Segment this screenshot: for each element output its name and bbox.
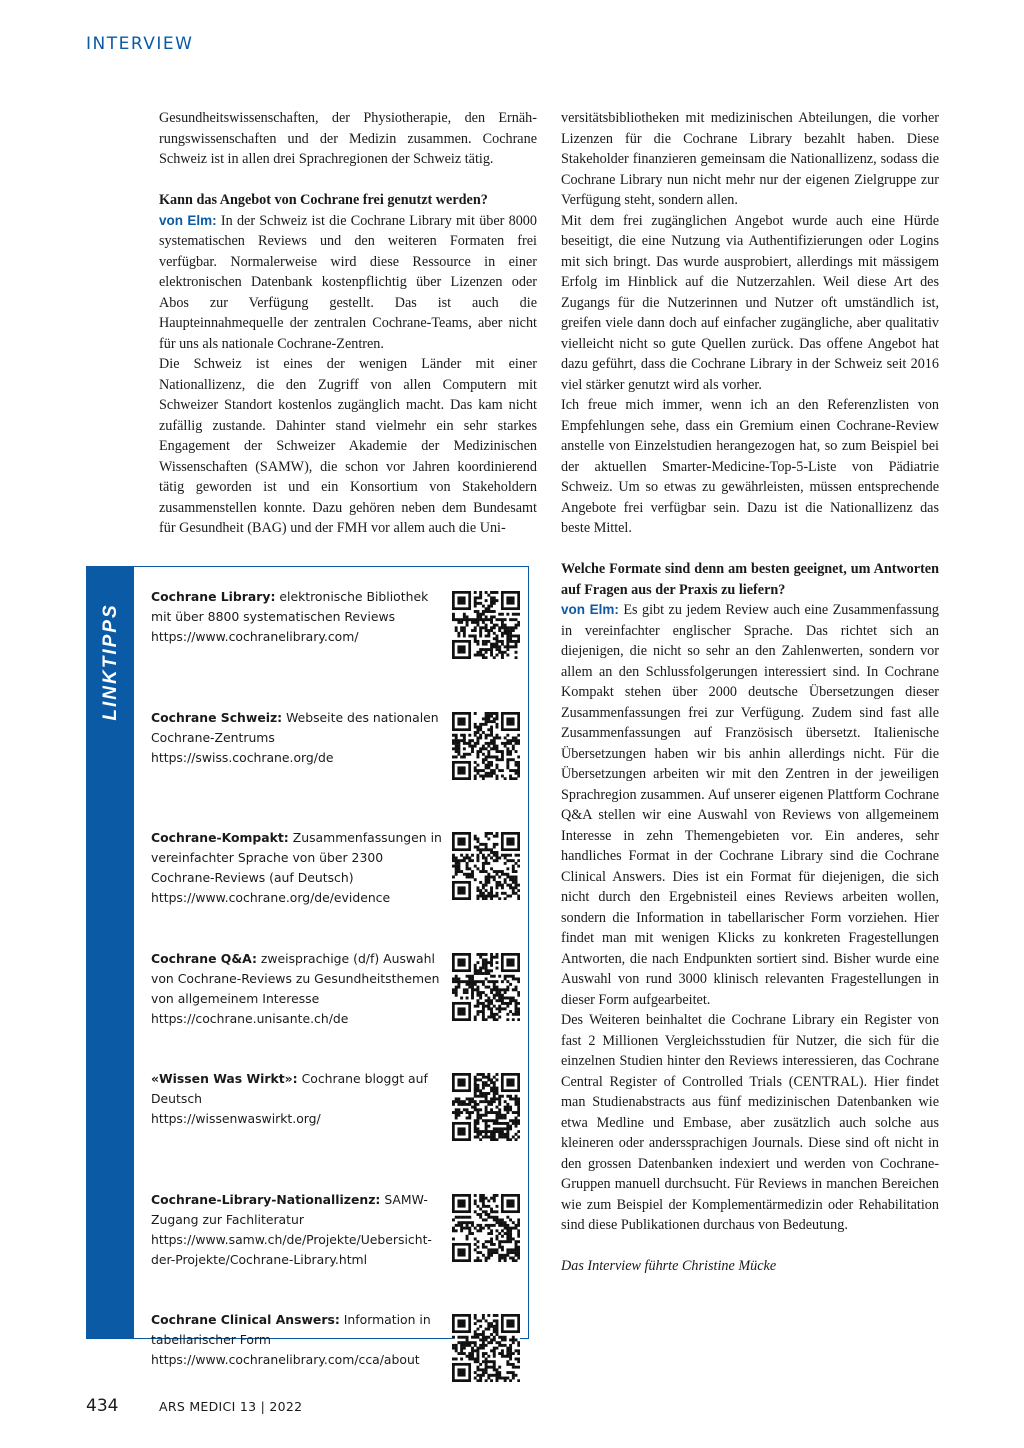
- qr-code-icon[interactable]: [452, 591, 520, 659]
- answer-text: In der Schweiz ist die Cochrane Library mit über 8000 systematischen Reviews und den weiteren Formaten frei verfügbar. Normalerweise wird diese Ressource in einer elektronischen Datenbank kostenpflichtig über Lizenzen oder Abos zur Verfügung gestellt. Das ist auch die Haupteinnahmequelle der zentralen Cochrane-Teams, aber nicht für uns als nationale Cochrane-Zentren.: [159, 212, 537, 352]
- linktip-url[interactable]: https://cochrane.unisante.ch/de: [151, 1010, 349, 1026]
- linktipps-box: [86, 566, 529, 1367]
- interview-credit: Das Interview führte Christine Mücke: [561, 1258, 777, 1274]
- interview-answer: [561, 600, 939, 1010]
- linktipps-title: LINKTIPPS: [99, 603, 121, 721]
- answer-text: Es gibt zu jedem Review auch eine Zusammenfassung in vereinfachter englischer Sprache. Das richtet sich an diejenigen, die nicht so sehr an den Zahlenwerten, sondern vor allem an den Schlussfolgerungen interessiert sind. In Cochrane Kompakt stehen über 2000 deutsche Übersetzungen dieser Zusammenfassungen frei zur Verfügung. Zudem sind fast alle Zusammenfassungen auf Französisch übersetzt. Italienische Übersetzungen haben wir bis anhin allerdings nicht. Für die Übersetzungen arbeiten wir mit den Zentren in der jeweiligen Sprachregion zusammen. Auf unserer eigenen Plattform Cochrane Q&A stellen wir eine Auswahl von Reviews von allgemeinem Interesse in zehn Themengebieten vor. Ein anderes, sehr handliches Format in der Cochrane Library sind die Cochrane Clinical Answers. Dies ist ein Format für diejenigen, die sich nicht durch den Ergebnisteil eines Reviews arbeiten wollen, sondern die Information in tabellarischer Form vorziehen. Hier findet man mit wenigen Klicks zu konkreten Fragestellungen Antworten, die nach Endpunkten sortiert sind. Bisher wurde eine Auswahl von rund 3000 klinisch relevanten Fragestellungen in dieser Form aufgearbeitet.: [561, 602, 939, 1008]
- linktip-url[interactable]: https://wissenwaswirkt.org/: [151, 1111, 321, 1126]
- paragraph: Die Schweiz ist eines der wenigen Länder mit einer Nationallizenz, die den Zugriff von allen Computern mit Schweizer Standort kostenlos zugänglich macht. Das kam nicht zufällig zustande. Dahinter stand vielmehr ein sehr starkes Engagement der Schweizer Akademie der Medizinischen Wissenschaften (SAMW), die schon vor Jahren koordinierend tätig geworden ist und ein Konsortium von Stakeholdern zusammenstellen konnte. Dazu gehören neben dem Bundesamt für Gesundheit (BAG) und der FMH vor allem auch die Uni-: [159, 356, 537, 536]
- qr-code-icon[interactable]: [452, 1194, 520, 1262]
- linktip-description: elektronische Bibliothek mit über 8800 systematischen Reviews: [151, 589, 429, 624]
- interview-question: Welche Formate sind denn am besten geeignet, um Antworten auf Fragen aus der Praxis zu liefern?: [561, 561, 939, 598]
- paragraph: versitätsbibliotheken mit medizinischen Abteilungen, die vorher Lizenzen für die Cochrane Library bezahlt haben. Diese Stakeholder finanzieren gemeinsam die Nationallizenz, sodass die Cochrane Library nun nicht mehr nur der eigenen Zielgruppe zur Verfügung steht, sondern allen.: [561, 110, 939, 208]
- linktip-item: [151, 587, 443, 647]
- paragraph: Des Weiteren beinhaltet die Cochrane Library ein Register von fast 2 Millionen Vergleichsstudien für Nutzer, die sich für die einzelnen Studien hinter den Reviews interessieren, das Cochrane Central Register of Controlled Trials (CENTRAL). Hier findet man Studienabstracts aus fünf medizinischen Datenbanken wie etwa Medline und Embase, aber zusätzlich auch solche aus kleineren oder anderssprachigen Journals. Diese sind oft nicht in den grossen Datenbanken indexiert und werden von Cochrane-Gruppen manuell durchsucht. Für Reviews in manchen Bereichen wie zum Beispiel der Komplementärmedizin oder Rehabilitation sind diese Publikationen durchaus von Bedeutung.: [561, 1012, 939, 1233]
- qr-code-icon[interactable]: [452, 832, 520, 900]
- linktip-url[interactable]: https://www.samw.ch/de/Projekte/Uebersicht-der-Projekte/Cochrane-Library.html: [151, 1231, 432, 1267]
- linktip-description: Cochrane bloggt auf Deutsch: [151, 1071, 428, 1106]
- linktip-description: Zusammenfassungen in vereinfachter Sprache von über 2300 Cochrane-Reviews (auf Deutsch): [151, 830, 442, 885]
- page-number: 434: [86, 1396, 119, 1416]
- qr-code-icon[interactable]: [452, 712, 520, 780]
- linktip-item: [151, 949, 443, 1029]
- linktip-name: Cochrane Clinical Answers:: [151, 1312, 340, 1327]
- linktip-item: [151, 1310, 443, 1370]
- section-label: INTERVIEW: [86, 34, 194, 54]
- linktip-description: Webseite des nationalen Cochrane-Zentrums: [151, 709, 439, 745]
- linktip-url[interactable]: https://www.cochranelibrary.com/cca/about: [151, 1352, 420, 1367]
- linktip-name: «Wissen Was Wirkt»:: [151, 1071, 298, 1086]
- qr-code-icon[interactable]: [452, 953, 520, 1021]
- speaker-name: von Elm:: [159, 212, 217, 228]
- linktip-name: Cochrane-Library-Nationallizenz:: [151, 1191, 381, 1207]
- linktip-description: Information in tabellarischer Form: [151, 1312, 431, 1347]
- paragraph: Ich freue mich immer, wenn ich an den Referenzlisten von Empfehlungen sehe, dass ein Gremium einen Cochrane-Review anstelle von Einzelstudien herangezogen hat, so zum Beispiel bei der aktuellen Smarter-Medicine-Top-5-Liste von Pädiatrie Schweiz. Um so etwas zu gewährleisten, müssen entsprechende Angebote frei verfügbar sein. Dazu ist die Nationallizenz das beste Mittel.: [561, 397, 939, 536]
- linktip-name: Cochrane Q&A:: [151, 950, 257, 966]
- article-column-left: [159, 108, 537, 539]
- linktip-name: Cochrane Schweiz:: [151, 709, 283, 725]
- linktip-description: SAMW- Zugang zur Fachliteratur: [151, 1191, 428, 1227]
- paragraph: Mit dem frei zugänglichen Angebot wurde auch eine Hürde beseitigt, die eine Nutzung via Authentifizierungen oder Logins mit sich bringt. Das wurde ausprobiert, allerdings mit mässigem Erfolg im Hinblick auf die Nutzerzahlen. Weil diese Art des Zugangs für die Nutzerinnen und Nutzer oft umständlich ist, greifen viele dann doch auf einfacher zugängliche, aber qualitativ vielleicht nicht so gute Quellen zurück. Das offene Angebot hat dazu geführt, dass die Cochrane Library in der Schweiz seit 2016 viel stärker genutzt wird als vorher.: [561, 212, 939, 393]
- linktip-description: zweisprachige (d/f) Auswahl von Cochrane-Reviews zu Gesundheitsthemen von allgemeinem Interesse: [151, 950, 440, 1006]
- linktip-name: Cochrane Library:: [151, 589, 276, 604]
- interview-answer: [159, 211, 537, 355]
- linktip-item: [151, 708, 443, 768]
- linktip-item: [151, 1190, 443, 1270]
- linktip-item: [151, 828, 443, 908]
- qr-code-icon[interactable]: [452, 1073, 520, 1141]
- article-column-right: [561, 108, 939, 1277]
- linktip-url[interactable]: https://www.cochranelibrary.com/: [151, 629, 359, 644]
- qr-code-icon[interactable]: [452, 1314, 520, 1382]
- linktip-item: [151, 1069, 443, 1129]
- linktip-name: Cochrane-Kompakt:: [151, 830, 289, 845]
- interview-question: Kann das Angebot von Cochrane frei genutzt werden?: [159, 192, 488, 208]
- paragraph: Gesundheitswissenschaften, der Physiotherapie, den Ernährungswissenschaften und der Medizin zusammen. Cochrane Schweiz ist in allen drei Sprachregionen der Schweiz tätig.: [159, 110, 537, 167]
- journal-issue: ARS MEDICI 13 | 2022: [159, 1399, 303, 1414]
- linktip-url[interactable]: https://swiss.cochrane.org/de: [151, 749, 334, 765]
- speaker-name: von Elm:: [561, 602, 619, 617]
- linktip-url[interactable]: https://www.cochrane.org/de/evidence: [151, 890, 391, 905]
